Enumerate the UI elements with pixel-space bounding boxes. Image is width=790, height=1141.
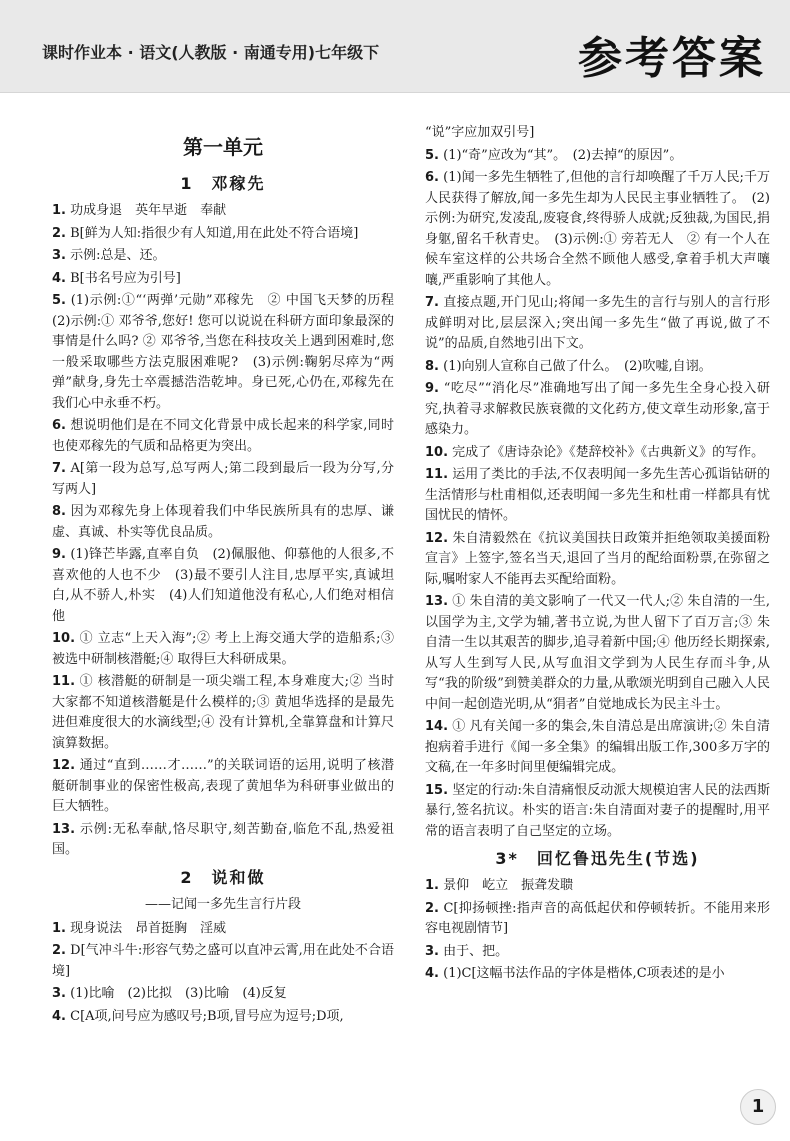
answer-text: 示例:总是、还。 (70, 248, 166, 263)
lesson-title: 1 邓稼先 (180, 174, 266, 193)
answer-item (425, 529, 770, 591)
answer-number: 1. (52, 203, 66, 218)
answer-text: 功成身退 英年早逝 奉献 (70, 203, 227, 218)
answer-text: “吃尽”“消化尽”准确地写出了闻一多先生全身心投入研究,执着寻求解救民族衰微的文化药方,使文章生动形象,富于感染力。 (425, 381, 770, 437)
continued-answer: “说”字应加双引号] (425, 125, 535, 140)
answer-text: (1)“奇”应改为“其”。 (2)去掉“的原因”。 (443, 147, 683, 163)
answer-item (52, 269, 394, 290)
answer-text: 想说明他们是在不同文化背景中成长起来的科学家,同时也使邓稼先的气质和品格更为突出。 (52, 418, 394, 454)
answer-item (52, 629, 394, 670)
answer-number: 15. (425, 782, 449, 798)
answer-text: 现身说法 昂首挺胸 淫威 (70, 920, 227, 936)
answer-number: 4. (52, 1008, 66, 1024)
answer-item (425, 899, 770, 940)
answer-list (425, 876, 770, 985)
answer-number: 3. (425, 943, 439, 959)
answer-number: 12. (425, 530, 449, 546)
answer-item (425, 781, 770, 843)
answer-text: (1)C[这幅书法作品的字体是楷体,C项表述的是小 (443, 966, 725, 981)
answer-text: A[第一段为总写,总写两人;第二段到最后一段为分写,分写两人] (52, 461, 394, 497)
answer-text: (1)闻一多先生牺牲了,但他的言行却唤醒了千万人民;千万人民获得了解放,闻一多先生却为人民民主事业牺牲了。 (2)示例:为研究,发凌乱,废寝食,终得骄人成就;反独裁,为国民,捐身躯,留名千秋青史。 (3)示例:① 旁若无人 ② 有一个人在候车室这样的公共场合全然不顾他人感受,拿着手机大声嚷嚷,严重影响了其他人。 (425, 170, 770, 288)
answer-number: 3. (52, 248, 66, 263)
answer-number: 1. (425, 878, 439, 893)
answer-text: 因为邓稼先身上体现着我们中华民族所具有的忠厚、谦虚、真诚、朴实等优良品质。 (52, 504, 394, 540)
answer-number: 11. (52, 674, 76, 689)
unit-title: 第一单元 (183, 135, 263, 159)
answer-item (425, 443, 770, 464)
answer-number: 6. (52, 418, 66, 433)
answer-text: 直接点题,开门见山;将闻一多先生的言行与别人的言行形成鲜明对比,层层深入;突出闻一多先生“做了再说,做了不说”的品质,自然地引出下文。 (425, 295, 771, 351)
answer-item (425, 876, 770, 897)
answer-number: 13. (52, 821, 76, 837)
answer-item (52, 545, 394, 627)
answer-number: 5. (52, 293, 66, 308)
answer-number: 4. (52, 270, 66, 286)
answer-key-title: 参考答案 (578, 33, 766, 84)
answer-list (52, 201, 408, 861)
answer-item (52, 459, 394, 500)
answer-number: 2. (425, 900, 439, 916)
series-title: 课时作业本 · 语文(人教版 · 南通专用)七年级下 (42, 43, 380, 62)
answer-number: 14. (425, 719, 449, 734)
answer-number: 2. (52, 225, 66, 241)
answer-item (425, 146, 770, 167)
answer-number: 6. (425, 170, 439, 185)
answer-number: 12. (52, 758, 76, 773)
answer-item (425, 592, 770, 715)
answer-number: 7. (425, 295, 439, 310)
answer-number: 4. (425, 966, 439, 981)
answer-text: C[A项,问号应为感叹号;B项,冒号应为逗号;D项, (70, 1008, 344, 1024)
answer-text: (1)比喻 (2)比拟 (3)比喻 (4)反复 (70, 986, 287, 1001)
answer-text: ① 核潜艇的研制是一项尖端工程,本身难度大;② 当时大家都不知道核潜艇是什么模样的;③ 黄旭华选择的是最先进但难度很大的水滴线型;④ 没有计算机,全靠算盘和计算尺演算数据。 (52, 674, 395, 751)
answer-text: ① 立志“上天入海”;② 考上上海交通大学的造船系;③ 被选中研制核潜艇;④ 取得巨大科研成果。 (52, 631, 394, 667)
answer-text: (1)向别人宣称自己做了什么。 (2)吹嘘,自诩。 (443, 358, 712, 374)
answer-item (52, 201, 394, 222)
answer-item (52, 224, 394, 245)
answer-text: 通过“直到……才……”的关联词语的运用,说明了核潜艇研制事业的保密性极高,表现了黄旭华为科研事业做出的巨大牺牲。 (52, 758, 394, 814)
answer-text: (1)锋芒毕露,直率自负 (2)佩服他、仰慕他的人很多,不喜欢他的人也不少 (3)最不要引人注目,忠厚平实,真诚坦白,从不骄人,朴实 (4)人们知道他没有私心,人们绝对相信他 (52, 547, 394, 624)
answer-item (52, 984, 394, 1005)
answer-item (52, 291, 408, 414)
answer-item (52, 941, 394, 982)
answer-number: 5. (425, 147, 439, 163)
lesson-subtitle: ——记闻一多先生言行片段 (144, 896, 301, 912)
answer-item (425, 964, 770, 985)
answer-text: ① 朱自清的美文影响了一代又一代人;② 朱自清的一生,以国学为主,文学为辅,著书立说,为世人留下了百万言;③ 朱自清一生以其艰苦的脚步,追寻着新中国;④ 他历经长期探索,从写人生到写人民,从写血泪文学到为人民生存而斗争,从写“我的阶级”到赞美群众的力量,从歌颂光明到自己融入人民中间一起创造光明,从“狷者”自觉地成长为民主斗士。 (425, 594, 770, 712)
answer-item (52, 820, 394, 861)
answer-number: 2. (52, 943, 66, 958)
answer-text: ① 凡有关闻一多的集会,朱自清总是出席演讲;② 朱自清抱病着手进行《闻一多全集》的编辑出版工作,300多万字的文稿,在一年多时间里便编辑完成。 (425, 719, 770, 775)
page-header (0, 0, 790, 93)
answer-text: 朱自清毅然在《抗议美国扶日政策并拒绝领取美援面粉宣言》上签字,签名当天,退回了当月的配给面粉票,在弥留之际,嘱咐家人不能再去买配给面粉。 (425, 530, 770, 587)
answer-text: D[气冲斗牛:形容气势之盛可以直冲云霄,用在此处不合语境] (52, 943, 394, 979)
answer-number: 13. (425, 594, 449, 609)
left-column (52, 125, 408, 1029)
answer-text: 坚定的行动:朱自清痛恨反动派大规模迫害人民的法西斯暴行,签名抗议。朴实的语言:朱自清面对妻子的提醒时,用平常的语言表明了自己坚定的立场。 (425, 782, 770, 839)
answer-item (425, 942, 770, 963)
answer-number: 8. (425, 358, 439, 374)
answer-text: B[书名号应为引号] (70, 270, 181, 286)
answer-item (425, 168, 770, 291)
answer-text: C[抑扬顿挫:指声音的高低起伏和停顿转折。不能用来形容电视剧情节] (425, 900, 770, 936)
answer-item (425, 357, 770, 378)
answer-text: 景仰 屹立 振聋发聩 (443, 878, 574, 893)
answer-number: 1. (52, 920, 66, 936)
answer-item (52, 672, 394, 754)
answer-item (425, 465, 770, 527)
answer-text: 示例:无私奉献,恪尽职守,刻苦勤奋,临危不乱,热爱祖国。 (52, 821, 394, 857)
answer-item (52, 246, 394, 267)
answer-item (425, 293, 770, 355)
answer-list (52, 919, 394, 1028)
right-column (425, 123, 770, 987)
answer-item (425, 717, 770, 779)
answer-item (52, 416, 394, 457)
answer-item (52, 919, 394, 940)
answer-item (52, 756, 394, 818)
answer-number: 7. (52, 461, 66, 476)
lesson-title: 3* 回忆鲁迅先生(节选) (495, 849, 700, 868)
answer-list (425, 146, 770, 843)
answer-number: 8. (52, 504, 66, 519)
answer-number: 9. (425, 381, 439, 396)
answer-item (425, 379, 770, 441)
answer-text: B[鲜为人知:指很少有人知道,用在此处不符合语境] (70, 225, 359, 241)
answer-number: 10. (52, 631, 76, 646)
answer-item (52, 502, 394, 543)
answer-number: 3. (52, 986, 66, 1001)
answer-text: 运用了类比的手法,不仅表明闻一多先生苦心孤诣钻研的生活情形与杜甫相似,还表明闻一多先生和杜甫一样都具有忧国忧民的情怀。 (425, 467, 770, 523)
page-number: 1 (740, 1089, 776, 1125)
answer-number: 10. (425, 444, 449, 460)
lesson-title: 2 说和做 (180, 867, 266, 887)
answer-item (52, 1007, 394, 1028)
answer-text: 由于、把。 (443, 943, 509, 959)
answer-number: 9. (52, 547, 66, 562)
answer-text: (1)示例:①“‘两弹’元勋”邓稼先 ② 中国飞天梦的历程 (2)示例:① 邓爷爷,您好! 您可以说说在科研方面印象最深的事情是什么吗? ② 邓爷爷,当您在科技攻关上遇到困难时,您一般采取哪些方法克服困难呢? (3)示例:鞠躬尽瘁为“两弹”献身,身先士卒震撼浩浩乾坤。身已死,心仍在,邓稼先在我们心中永垂不朽。 (52, 293, 408, 411)
answer-text: 完成了《唐诗杂论》《楚辞校补》《古典新义》的写作。 (452, 444, 765, 460)
answer-number: 11. (425, 467, 449, 482)
